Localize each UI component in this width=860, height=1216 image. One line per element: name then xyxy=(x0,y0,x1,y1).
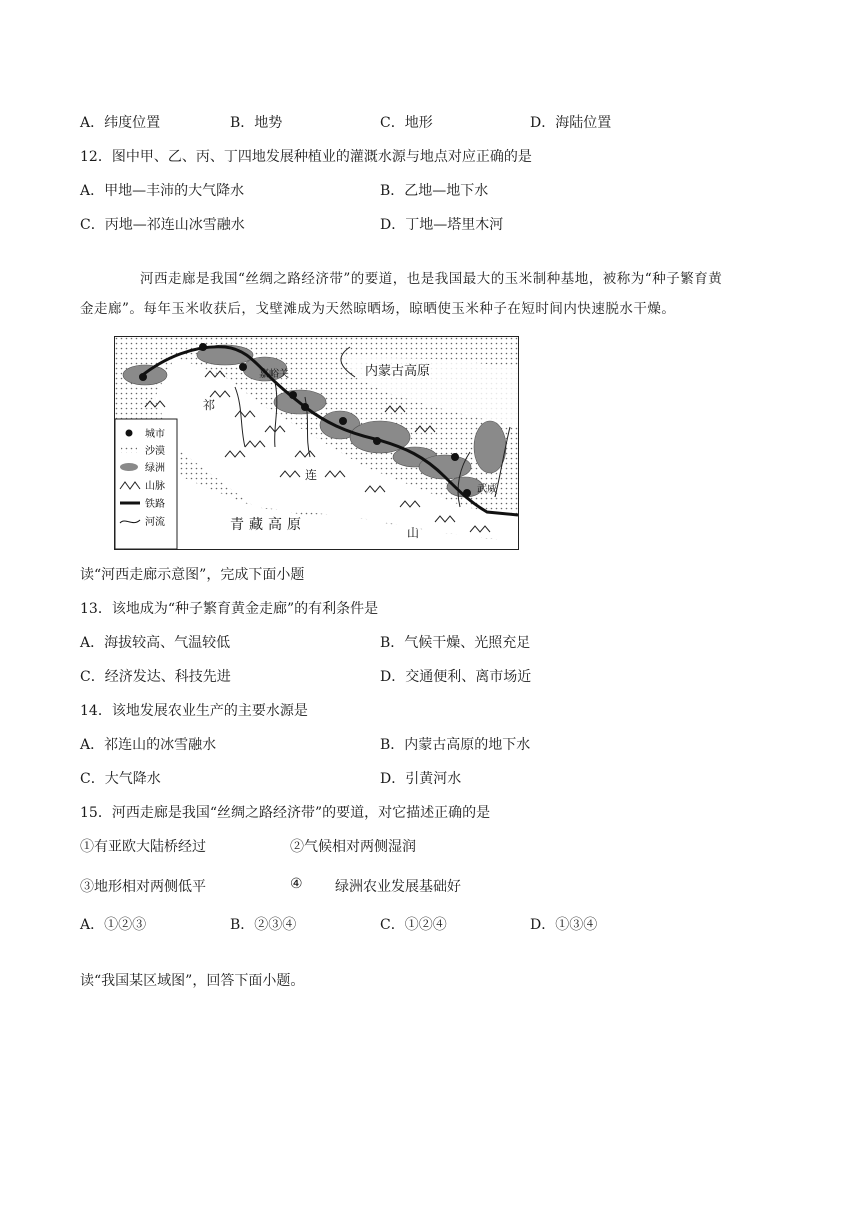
label-jiayuguan: 嘉峪关 xyxy=(259,369,289,380)
label-qilian-shan: 山 xyxy=(407,526,420,540)
legend-mountain: 山脉 xyxy=(145,481,165,492)
q15-statement-4-marker: ④ xyxy=(290,876,303,892)
q13-option-b: B．气候干燥、光照充足 xyxy=(380,635,531,651)
legend-city-icon xyxy=(126,430,133,437)
q12-option-d: D．丁地—塔里木河 xyxy=(380,217,504,233)
q15-option-b: B．②③④ xyxy=(230,917,297,933)
q13-option-c: C．经济发达、科技先进 xyxy=(80,669,231,685)
q15-option-a: A．①②③ xyxy=(80,917,147,933)
q14-option-a: A．祁连山的冰雪融水 xyxy=(80,737,217,753)
q15-option-d: D．①③④ xyxy=(530,917,598,933)
label-qilian-qi: 祁 xyxy=(203,398,216,412)
legend-desert: 沙漠 xyxy=(145,446,165,457)
q12-option-a: A．甲地—丰沛的大气降水 xyxy=(80,183,245,199)
city-dot xyxy=(451,453,459,461)
passage-line-1: 河西走廊是我国“丝绸之路经济带”的要道，也是我国最大的玉米制种基地，被称为“种子繁育黄 xyxy=(140,271,723,287)
label-qingzang: 青藏高原 xyxy=(230,517,306,533)
oasis xyxy=(474,421,506,473)
label-wuwei: 武威 xyxy=(477,484,497,495)
passage-line-2: 金走廊”。每年玉米收获后，戈壁滩成为天然晾晒场，晾晒使玉米种子在短时间内快速脱水干燥。 xyxy=(80,301,676,317)
q14-option-c: C．大气降水 xyxy=(80,771,161,787)
q11-option-a: A．纬度位置 xyxy=(80,115,161,131)
legend-oasis-icon xyxy=(120,463,138,471)
legend-city: 城市 xyxy=(145,429,165,440)
city-dot xyxy=(139,373,147,381)
q14-option-b: B．内蒙古高原的地下水 xyxy=(380,737,531,753)
q13-stem: 13．该地成为“种子繁育黄金走廊”的有利条件是 xyxy=(80,601,379,617)
city-dot xyxy=(199,343,207,351)
q13-option-d: D．交通便利、离市场近 xyxy=(380,669,532,685)
q12-option-b: B．乙地—地下水 xyxy=(380,183,489,199)
q15-stem: 15．河西走廊是我国“丝绸之路经济带”的要道，对它描述正确的是 xyxy=(80,805,491,821)
city-dot xyxy=(239,363,247,371)
q14-option-d: D．引黄河水 xyxy=(380,771,462,787)
q12-stem: 12．图中甲、乙、丙、丁四地发展种植业的灌溉水源与地点对应正确的是 xyxy=(80,149,532,165)
legend-river: 河流 xyxy=(145,517,165,528)
city-dot xyxy=(289,391,297,399)
q14-stem: 14．该地发展农业生产的主要水源是 xyxy=(80,703,308,719)
q15-statement-2: ②气候相对两侧湿润 xyxy=(290,839,416,855)
passage xyxy=(80,264,780,324)
q15-statement-3: ③地形相对两侧低平 xyxy=(80,879,206,895)
q13-option-a: A．海拔较高、气温较低 xyxy=(80,635,231,651)
q12-option-c: C．丙地—祁连山冰雪融水 xyxy=(80,217,245,233)
hexi-corridor-map xyxy=(114,336,519,550)
q11-option-d: D．海陆位置 xyxy=(530,115,612,131)
legend-oasis: 绿洲 xyxy=(145,463,165,474)
legend-desert-icon xyxy=(121,445,137,453)
map-caption: 读“河西走廊示意图”，完成下面小题 xyxy=(80,567,305,583)
q15-statement-1: ①有亚欧大陆桥经过 xyxy=(80,839,206,855)
q15-option-c: C．①②④ xyxy=(380,917,447,933)
city-dot xyxy=(339,417,347,425)
q11-option-b: B．地势 xyxy=(230,115,283,131)
city-dot xyxy=(373,437,381,445)
legend-railway: 铁路 xyxy=(145,499,165,510)
city-dot xyxy=(463,489,471,497)
label-qilian-lian: 连 xyxy=(305,468,318,482)
next-question-intro: 读“我国某区域图”，回答下面小题。 xyxy=(80,973,305,989)
q11-option-c: C．地形 xyxy=(380,115,433,131)
city-dot xyxy=(301,403,309,411)
map-legend xyxy=(115,419,177,549)
label-neimenggu: 内蒙古高原 xyxy=(365,364,431,379)
q15-statement-4-text: 绿洲农业发展基础好 xyxy=(335,879,461,895)
